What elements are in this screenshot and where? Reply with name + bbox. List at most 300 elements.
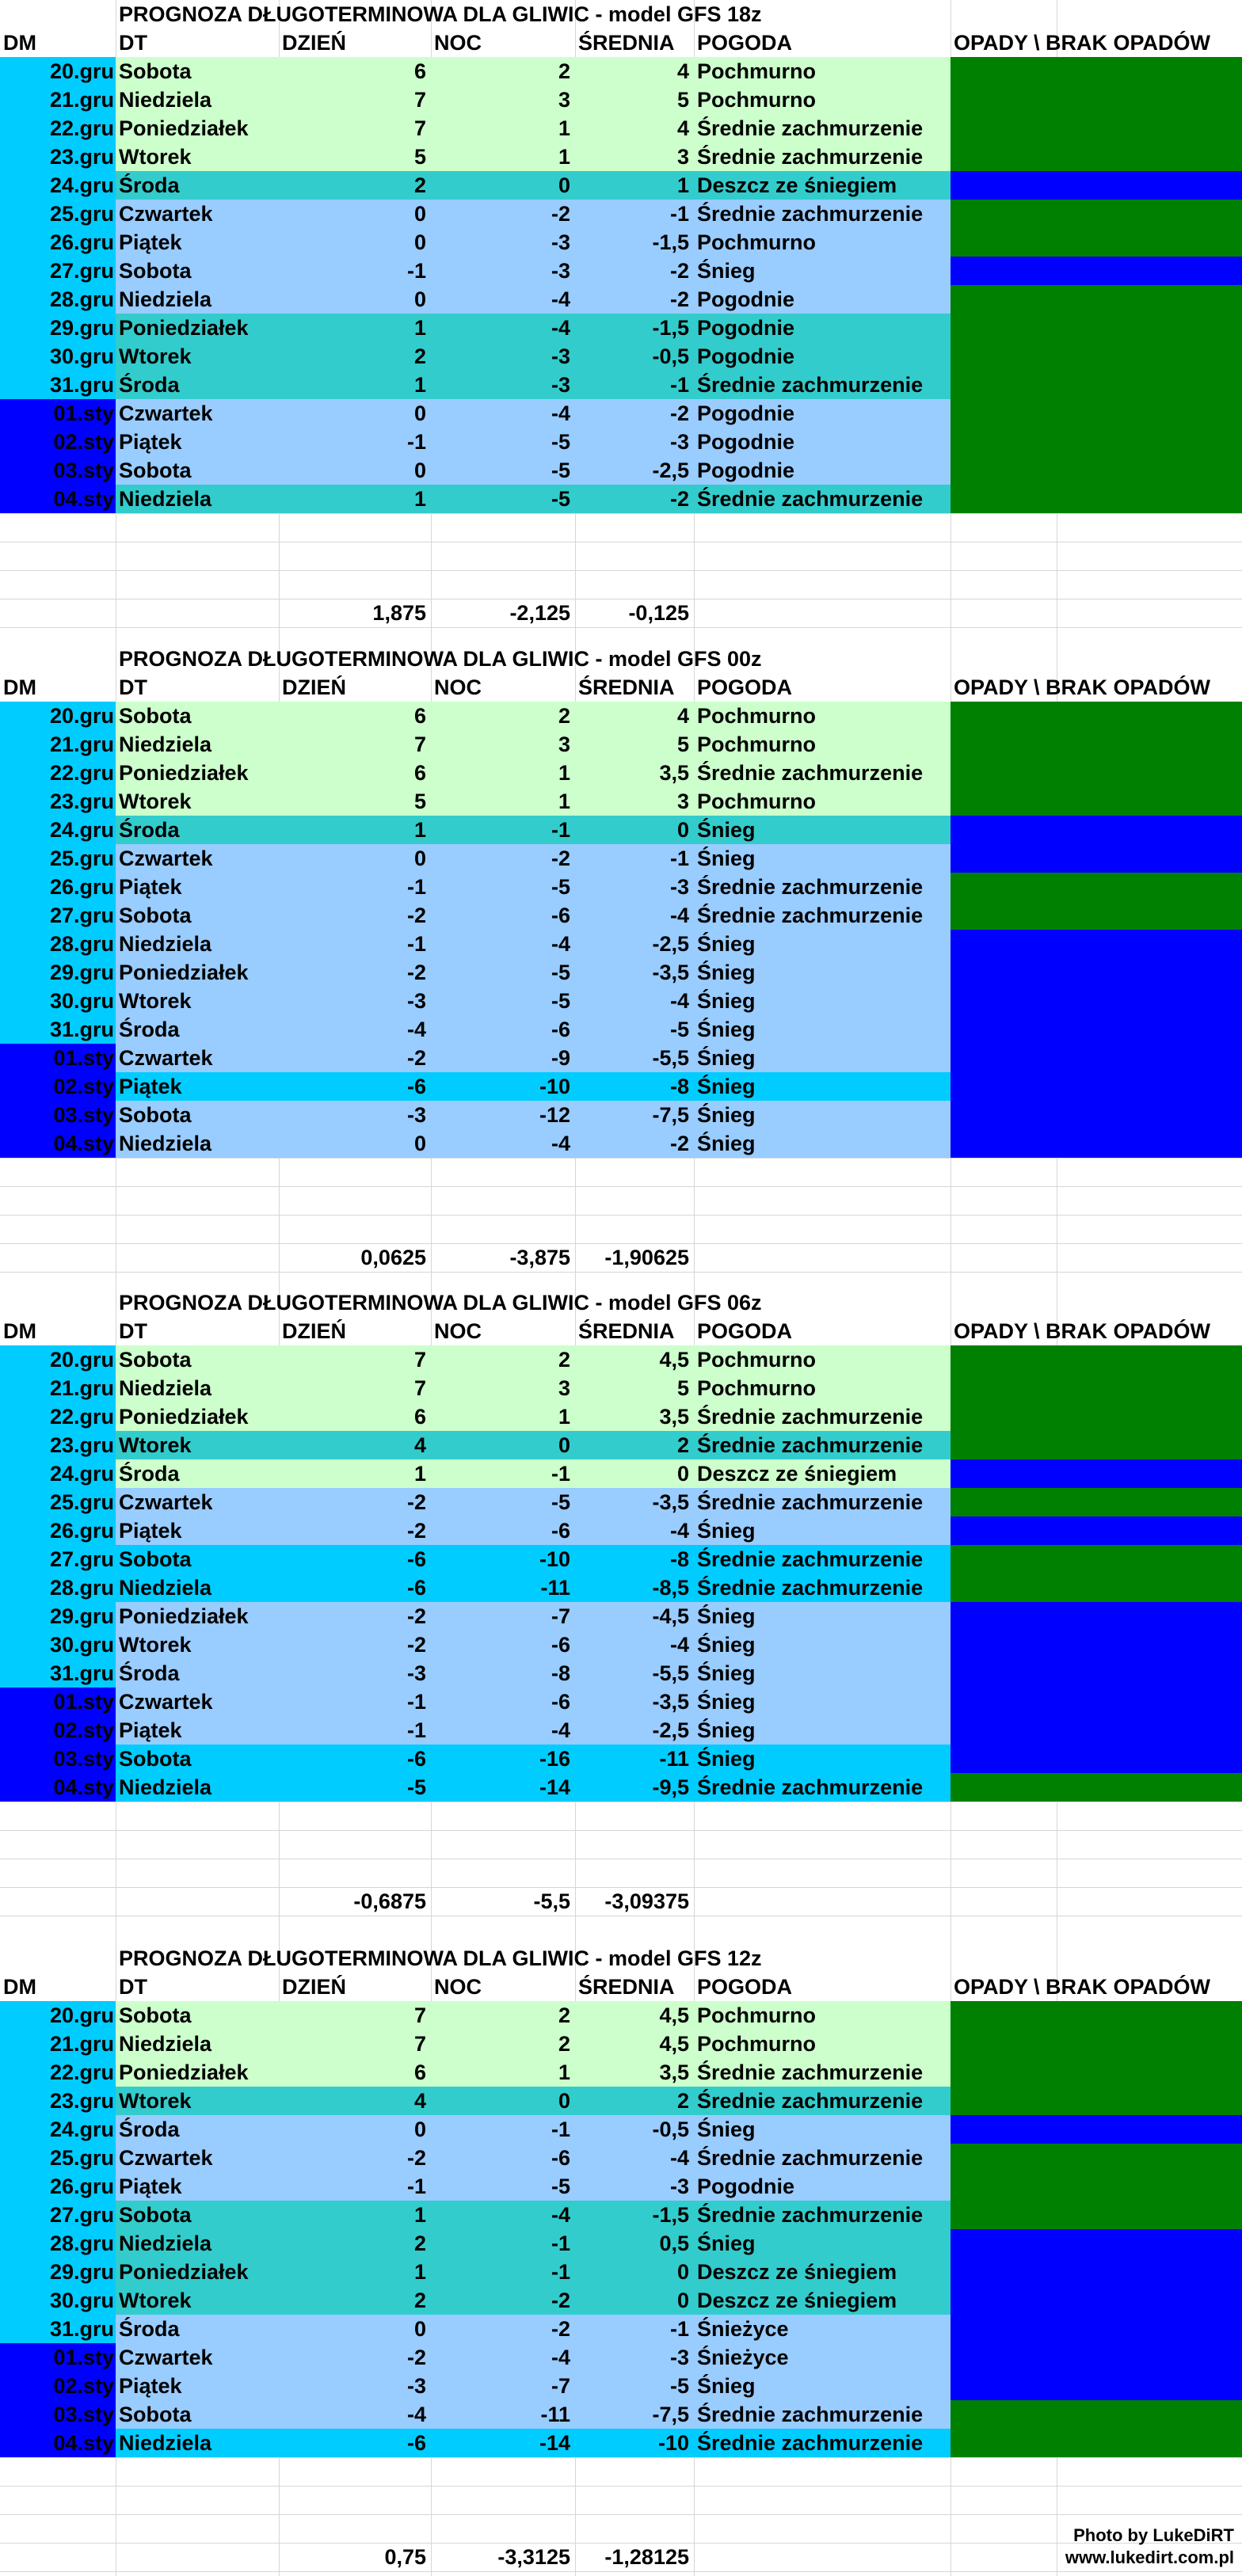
day-temp-cell[interactable]: 7 (279, 2030, 431, 2058)
night-temp-cell[interactable]: 0 (431, 171, 575, 200)
weather-cell[interactable]: Pogodnie (694, 456, 951, 485)
day-temp-cell[interactable]: -1 (279, 1716, 431, 1745)
weekday-cell[interactable]: Niedziela (116, 930, 279, 958)
day-temp-cell[interactable]: 2 (279, 2286, 431, 2315)
date-cell[interactable]: 20.gru (0, 702, 116, 730)
avg-temp-cell[interactable]: 3,5 (575, 2058, 694, 2087)
precip-indicator[interactable] (951, 2229, 1242, 2258)
date-cell[interactable]: 31.gru (0, 2315, 116, 2343)
precip-indicator[interactable] (951, 114, 1242, 143)
precip-indicator[interactable] (951, 1545, 1242, 1573)
precip-indicator[interactable] (951, 2144, 1242, 2172)
precip-indicator[interactable] (951, 816, 1242, 844)
avg-temp-cell[interactable]: -1 (575, 200, 694, 228)
weekday-cell[interactable]: Wtorek (116, 2286, 279, 2315)
weekday-cell[interactable]: Czwartek (116, 399, 279, 428)
date-cell[interactable]: 04.sty (0, 2429, 116, 2457)
day-total[interactable]: -0,6875 (353, 1889, 426, 1913)
day-temp-cell[interactable]: 0 (279, 1129, 431, 1158)
day-temp-cell[interactable]: -2 (279, 2144, 431, 2172)
avg-temp-cell[interactable]: -3 (575, 428, 694, 456)
precip-indicator[interactable] (951, 1374, 1242, 1402)
precip-indicator[interactable] (951, 456, 1242, 485)
precip-indicator[interactable] (951, 285, 1242, 314)
night-total[interactable]: -3,875 (509, 1246, 570, 1269)
date-cell[interactable]: 01.sty (0, 1688, 116, 1716)
avg-temp-cell[interactable]: -1 (575, 2315, 694, 2343)
weekday-cell[interactable]: Czwartek (116, 844, 279, 873)
day-temp-cell[interactable]: -3 (279, 1659, 431, 1688)
avg-temp-cell[interactable]: 3,5 (575, 1402, 694, 1431)
weather-cell[interactable]: Średnie zachmurzenie (694, 759, 951, 787)
night-temp-cell[interactable]: -10 (431, 1072, 575, 1101)
precip-indicator[interactable] (951, 200, 1242, 228)
weather-cell[interactable]: Śnieg (694, 1716, 951, 1745)
avg-temp-cell[interactable]: 3 (575, 143, 694, 171)
weather-cell[interactable]: Śnieg (694, 1072, 951, 1101)
night-temp-cell[interactable]: 0 (431, 1431, 575, 1459)
weekday-cell[interactable]: Niedziela (116, 1773, 279, 1802)
date-cell[interactable]: 21.gru (0, 86, 116, 114)
weather-cell[interactable]: Śnieg (694, 930, 951, 958)
precip-indicator[interactable] (951, 171, 1242, 200)
precip-indicator[interactable] (951, 1716, 1242, 1745)
precip-indicator[interactable] (951, 2429, 1242, 2457)
day-temp-cell[interactable]: 1 (279, 1459, 431, 1488)
precip-indicator[interactable] (951, 901, 1242, 930)
weather-cell[interactable]: Średnie zachmurzenie (694, 371, 951, 399)
weekday-cell[interactable]: Piątek (116, 2372, 279, 2400)
weekday-cell[interactable]: Niedziela (116, 1374, 279, 1402)
precip-indicator[interactable] (951, 57, 1242, 86)
precip-indicator[interactable] (951, 930, 1242, 958)
avg-temp-cell[interactable]: 5 (575, 1374, 694, 1402)
date-cell[interactable]: 25.gru (0, 1488, 116, 1516)
weather-cell[interactable]: Średnie zachmurzenie (694, 2087, 951, 2115)
precip-indicator[interactable] (951, 143, 1242, 171)
precip-indicator[interactable] (951, 1345, 1242, 1374)
avg-temp-cell[interactable]: -2,5 (575, 1716, 694, 1745)
avg-temp-cell[interactable]: -1 (575, 844, 694, 873)
day-temp-cell[interactable]: 1 (279, 485, 431, 513)
weekday-cell[interactable]: Wtorek (116, 1630, 279, 1659)
precip-indicator[interactable] (951, 1688, 1242, 1716)
weekday-cell[interactable]: Wtorek (116, 143, 279, 171)
avg-temp-cell[interactable]: -0,5 (575, 342, 694, 371)
avg-temp-cell[interactable]: -5 (575, 2372, 694, 2400)
weekday-cell[interactable]: Wtorek (116, 342, 279, 371)
precip-indicator[interactable] (951, 702, 1242, 730)
night-temp-cell[interactable]: -1 (431, 1459, 575, 1488)
avg-temp-cell[interactable]: -1 (575, 371, 694, 399)
date-cell[interactable]: 27.gru (0, 1545, 116, 1573)
weekday-cell[interactable]: Sobota (116, 57, 279, 86)
day-temp-cell[interactable]: -3 (279, 1101, 431, 1129)
date-cell[interactable]: 22.gru (0, 1402, 116, 1431)
day-temp-cell[interactable]: 6 (279, 57, 431, 86)
precip-indicator[interactable] (951, 1015, 1242, 1044)
avg-temp-cell[interactable]: -11 (575, 1745, 694, 1773)
date-cell[interactable]: 26.gru (0, 228, 116, 257)
weekday-cell[interactable]: Niedziela (116, 2229, 279, 2258)
weather-cell[interactable]: Deszcz ze śniegiem (694, 2286, 951, 2315)
weather-cell[interactable]: Śnieg (694, 987, 951, 1015)
date-cell[interactable]: 20.gru (0, 1345, 116, 1374)
precip-indicator[interactable] (951, 2343, 1242, 2372)
weather-cell[interactable]: Pochmurno (694, 2030, 951, 2058)
night-temp-cell[interactable]: -11 (431, 2400, 575, 2429)
date-cell[interactable]: 31.gru (0, 1015, 116, 1044)
day-temp-cell[interactable]: 7 (279, 1345, 431, 1374)
night-temp-cell[interactable]: -2 (431, 844, 575, 873)
day-temp-cell[interactable]: 0 (279, 285, 431, 314)
precip-indicator[interactable] (951, 428, 1242, 456)
date-cell[interactable]: 03.sty (0, 1101, 116, 1129)
avg-temp-cell[interactable]: -4 (575, 1630, 694, 1659)
weekday-cell[interactable]: Wtorek (116, 2087, 279, 2115)
weekday-cell[interactable]: Środa (116, 2115, 279, 2144)
weather-cell[interactable]: Średnie zachmurzenie (694, 1431, 951, 1459)
avg-temp-cell[interactable]: -4 (575, 901, 694, 930)
date-cell[interactable]: 28.gru (0, 1573, 116, 1602)
avg-temp-cell[interactable]: -8,5 (575, 1573, 694, 1602)
avg-temp-cell[interactable]: 3 (575, 787, 694, 816)
day-temp-cell[interactable]: -6 (279, 1745, 431, 1773)
weather-cell[interactable]: Średnie zachmurzenie (694, 2400, 951, 2429)
weekday-cell[interactable]: Niedziela (116, 730, 279, 759)
precip-indicator[interactable] (951, 228, 1242, 257)
weather-cell[interactable]: Średnie zachmurzenie (694, 1773, 951, 1802)
weekday-cell[interactable]: Sobota (116, 1345, 279, 1374)
day-temp-cell[interactable]: 5 (279, 787, 431, 816)
date-cell[interactable]: 22.gru (0, 759, 116, 787)
day-temp-cell[interactable]: -3 (279, 2372, 431, 2400)
night-temp-cell[interactable]: -11 (431, 1573, 575, 1602)
date-cell[interactable]: 24.gru (0, 2115, 116, 2144)
night-total[interactable]: -5,5 (533, 1889, 570, 1913)
night-temp-cell[interactable]: -5 (431, 2172, 575, 2201)
weekday-cell[interactable]: Poniedziałek (116, 759, 279, 787)
weather-cell[interactable]: Śnieg (694, 1101, 951, 1129)
day-temp-cell[interactable]: 0 (279, 399, 431, 428)
precip-indicator[interactable] (951, 787, 1242, 816)
weekday-cell[interactable]: Sobota (116, 2400, 279, 2429)
weekday-cell[interactable]: Poniedziałek (116, 2258, 279, 2286)
day-temp-cell[interactable]: -1 (279, 873, 431, 901)
date-cell[interactable]: 23.gru (0, 143, 116, 171)
night-temp-cell[interactable]: -14 (431, 1773, 575, 1802)
weather-cell[interactable]: Śnieg (694, 1516, 951, 1545)
night-temp-cell[interactable]: -2 (431, 2315, 575, 2343)
weather-cell[interactable]: Pochmurno (694, 1374, 951, 1402)
night-temp-cell[interactable]: -1 (431, 2115, 575, 2144)
precip-indicator[interactable] (951, 257, 1242, 285)
day-temp-cell[interactable]: 4 (279, 1431, 431, 1459)
night-temp-cell[interactable]: -2 (431, 200, 575, 228)
avg-total[interactable]: -1,90625 (604, 1246, 689, 1269)
weather-cell[interactable]: Średnie zachmurzenie (694, 1545, 951, 1573)
avg-temp-cell[interactable]: -5,5 (575, 1044, 694, 1072)
day-temp-cell[interactable]: 6 (279, 759, 431, 787)
avg-temp-cell[interactable]: 0 (575, 1459, 694, 1488)
night-temp-cell[interactable]: -9 (431, 1044, 575, 1072)
night-temp-cell[interactable]: -3 (431, 342, 575, 371)
precip-indicator[interactable] (951, 730, 1242, 759)
night-temp-cell[interactable]: -3 (431, 371, 575, 399)
weekday-cell[interactable]: Piątek (116, 228, 279, 257)
weekday-cell[interactable]: Sobota (116, 1101, 279, 1129)
precip-indicator[interactable] (951, 2087, 1242, 2115)
avg-temp-cell[interactable]: -3 (575, 873, 694, 901)
avg-temp-cell[interactable]: -3 (575, 2343, 694, 2372)
avg-temp-cell[interactable]: 3,5 (575, 759, 694, 787)
night-temp-cell[interactable]: 2 (431, 2030, 575, 2058)
avg-temp-cell[interactable]: -3,5 (575, 1688, 694, 1716)
weekday-cell[interactable]: Środa (116, 371, 279, 399)
weekday-cell[interactable]: Wtorek (116, 987, 279, 1015)
weather-cell[interactable]: Śnieg (694, 2115, 951, 2144)
avg-temp-cell[interactable]: -7,5 (575, 1101, 694, 1129)
weekday-cell[interactable]: Poniedziałek (116, 314, 279, 342)
avg-temp-cell[interactable]: -5 (575, 1015, 694, 1044)
night-temp-cell[interactable]: -3 (431, 228, 575, 257)
date-cell[interactable]: 22.gru (0, 2058, 116, 2087)
weekday-cell[interactable]: Sobota (116, 2201, 279, 2229)
day-temp-cell[interactable]: -4 (279, 2400, 431, 2429)
day-temp-cell[interactable]: 0 (279, 228, 431, 257)
weather-cell[interactable]: Pochmurno (694, 2001, 951, 2030)
weather-cell[interactable]: Średnie zachmurzenie (694, 1402, 951, 1431)
day-temp-cell[interactable]: 7 (279, 114, 431, 143)
date-cell[interactable]: 21.gru (0, 2030, 116, 2058)
day-temp-cell[interactable]: 0 (279, 200, 431, 228)
date-cell[interactable]: 23.gru (0, 787, 116, 816)
avg-temp-cell[interactable]: -8 (575, 1545, 694, 1573)
day-temp-cell[interactable]: 7 (279, 2001, 431, 2030)
day-temp-cell[interactable]: 1 (279, 2201, 431, 2229)
day-temp-cell[interactable]: 4 (279, 2087, 431, 2115)
weekday-cell[interactable]: Środa (116, 1015, 279, 1044)
weather-cell[interactable]: Średnie zachmurzenie (694, 2144, 951, 2172)
date-cell[interactable]: 25.gru (0, 844, 116, 873)
weather-cell[interactable]: Średnie zachmurzenie (694, 143, 951, 171)
date-cell[interactable]: 27.gru (0, 257, 116, 285)
avg-temp-cell[interactable]: -3 (575, 2172, 694, 2201)
precip-indicator[interactable] (951, 844, 1242, 873)
avg-temp-cell[interactable]: -4 (575, 987, 694, 1015)
date-cell[interactable]: 30.gru (0, 987, 116, 1015)
date-cell[interactable]: 30.gru (0, 2286, 116, 2315)
precip-indicator[interactable] (951, 1072, 1242, 1101)
weekday-cell[interactable]: Środa (116, 1659, 279, 1688)
date-cell[interactable]: 04.sty (0, 1773, 116, 1802)
date-cell[interactable]: 01.sty (0, 1044, 116, 1072)
precip-indicator[interactable] (951, 1402, 1242, 1431)
date-cell[interactable]: 31.gru (0, 1659, 116, 1688)
night-temp-cell[interactable]: 1 (431, 1402, 575, 1431)
day-total[interactable]: 0,0625 (360, 1246, 426, 1269)
night-temp-cell[interactable]: -4 (431, 399, 575, 428)
weekday-cell[interactable]: Piątek (116, 2172, 279, 2201)
avg-temp-cell[interactable]: -9,5 (575, 1773, 694, 1802)
avg-temp-cell[interactable]: 5 (575, 86, 694, 114)
night-temp-cell[interactable]: -14 (431, 2429, 575, 2457)
night-temp-cell[interactable]: 1 (431, 759, 575, 787)
date-cell[interactable]: 24.gru (0, 171, 116, 200)
weekday-cell[interactable]: Niedziela (116, 285, 279, 314)
night-temp-cell[interactable]: -6 (431, 1688, 575, 1716)
weather-cell[interactable]: Deszcz ze śniegiem (694, 171, 951, 200)
avg-temp-cell[interactable]: 0,5 (575, 2229, 694, 2258)
weather-cell[interactable]: Średnie zachmurzenie (694, 200, 951, 228)
avg-temp-cell[interactable]: 4,5 (575, 1345, 694, 1374)
weather-cell[interactable]: Śnieg (694, 257, 951, 285)
avg-temp-cell[interactable]: 1 (575, 171, 694, 200)
day-temp-cell[interactable]: 6 (279, 1402, 431, 1431)
weather-cell[interactable]: Średnie zachmurzenie (694, 2201, 951, 2229)
date-cell[interactable]: 30.gru (0, 342, 116, 371)
day-temp-cell[interactable]: -5 (279, 1773, 431, 1802)
precip-indicator[interactable] (951, 1773, 1242, 1802)
day-temp-cell[interactable]: 2 (279, 171, 431, 200)
precip-indicator[interactable] (951, 1573, 1242, 1602)
precip-indicator[interactable] (951, 1129, 1242, 1158)
day-temp-cell[interactable]: -6 (279, 1573, 431, 1602)
precip-indicator[interactable] (951, 987, 1242, 1015)
precip-indicator[interactable] (951, 759, 1242, 787)
weekday-cell[interactable]: Czwartek (116, 2144, 279, 2172)
precip-indicator[interactable] (951, 342, 1242, 371)
date-cell[interactable]: 01.sty (0, 2343, 116, 2372)
day-temp-cell[interactable]: -2 (279, 1488, 431, 1516)
weekday-cell[interactable]: Czwartek (116, 1488, 279, 1516)
weather-cell[interactable]: Pochmurno (694, 787, 951, 816)
avg-temp-cell[interactable]: -2,5 (575, 930, 694, 958)
night-temp-cell[interactable]: -10 (431, 1545, 575, 1573)
date-cell[interactable]: 27.gru (0, 2201, 116, 2229)
weather-cell[interactable]: Pogodnie (694, 428, 951, 456)
night-temp-cell[interactable]: -6 (431, 901, 575, 930)
weather-cell[interactable]: Pochmurno (694, 1345, 951, 1374)
avg-temp-cell[interactable]: -2 (575, 399, 694, 428)
weekday-cell[interactable]: Czwartek (116, 2343, 279, 2372)
weather-cell[interactable]: Śnieg (694, 1015, 951, 1044)
day-temp-cell[interactable]: -2 (279, 2343, 431, 2372)
night-temp-cell[interactable]: 0 (431, 2087, 575, 2115)
night-temp-cell[interactable]: 2 (431, 1345, 575, 1374)
night-temp-cell[interactable]: -16 (431, 1745, 575, 1773)
night-total[interactable]: -3,3125 (497, 2545, 570, 2569)
weekday-cell[interactable]: Niedziela (116, 1129, 279, 1158)
avg-total[interactable]: -1,28125 (604, 2545, 689, 2569)
night-temp-cell[interactable]: -1 (431, 816, 575, 844)
night-temp-cell[interactable]: -6 (431, 1516, 575, 1545)
night-temp-cell[interactable]: 3 (431, 1374, 575, 1402)
weather-cell[interactable]: Pogodnie (694, 2172, 951, 2201)
avg-temp-cell[interactable]: -2 (575, 257, 694, 285)
weather-cell[interactable]: Śnieg (694, 1630, 951, 1659)
precip-indicator[interactable] (951, 1044, 1242, 1072)
weather-cell[interactable]: Śnieżyce (694, 2343, 951, 2372)
night-temp-cell[interactable]: -12 (431, 1101, 575, 1129)
avg-temp-cell[interactable]: -7,5 (575, 2400, 694, 2429)
night-temp-cell[interactable]: 1 (431, 114, 575, 143)
date-cell[interactable]: 23.gru (0, 1431, 116, 1459)
weather-cell[interactable]: Śnieg (694, 2229, 951, 2258)
avg-total[interactable]: -0,125 (628, 601, 689, 625)
night-temp-cell[interactable]: -1 (431, 2258, 575, 2286)
precip-indicator[interactable] (951, 485, 1242, 513)
weekday-cell[interactable]: Sobota (116, 1545, 279, 1573)
weather-cell[interactable]: Średnie zachmurzenie (694, 901, 951, 930)
weekday-cell[interactable]: Piątek (116, 1072, 279, 1101)
date-cell[interactable]: 29.gru (0, 958, 116, 987)
day-temp-cell[interactable]: -2 (279, 1516, 431, 1545)
weather-cell[interactable]: Średnie zachmurzenie (694, 485, 951, 513)
night-temp-cell[interactable]: -5 (431, 485, 575, 513)
night-temp-cell[interactable]: -7 (431, 2372, 575, 2400)
weather-cell[interactable]: Śnieg (694, 1602, 951, 1630)
avg-temp-cell[interactable]: 4,5 (575, 2030, 694, 2058)
weather-cell[interactable]: Pogodnie (694, 342, 951, 371)
date-cell[interactable]: 28.gru (0, 285, 116, 314)
date-cell[interactable]: 04.sty (0, 1129, 116, 1158)
night-temp-cell[interactable]: -4 (431, 1716, 575, 1745)
precip-indicator[interactable] (951, 2400, 1242, 2429)
day-temp-cell[interactable]: -1 (279, 930, 431, 958)
precip-indicator[interactable] (951, 1630, 1242, 1659)
date-cell[interactable]: 28.gru (0, 2229, 116, 2258)
day-temp-cell[interactable]: 0 (279, 2315, 431, 2343)
avg-temp-cell[interactable]: 2 (575, 1431, 694, 1459)
avg-temp-cell[interactable]: -4,5 (575, 1602, 694, 1630)
avg-temp-cell[interactable]: 4,5 (575, 2001, 694, 2030)
avg-temp-cell[interactable]: 0 (575, 2286, 694, 2315)
date-cell[interactable]: 26.gru (0, 2172, 116, 2201)
weekday-cell[interactable]: Poniedziałek (116, 1402, 279, 1431)
avg-temp-cell[interactable]: 0 (575, 816, 694, 844)
weather-cell[interactable]: Pogodnie (694, 314, 951, 342)
day-temp-cell[interactable]: -1 (279, 2172, 431, 2201)
night-temp-cell[interactable]: -5 (431, 987, 575, 1015)
precip-indicator[interactable] (951, 958, 1242, 987)
weekday-cell[interactable]: Piątek (116, 873, 279, 901)
day-temp-cell[interactable]: -2 (279, 1630, 431, 1659)
precip-indicator[interactable] (951, 1602, 1242, 1630)
night-temp-cell[interactable]: 1 (431, 787, 575, 816)
day-temp-cell[interactable]: -2 (279, 1044, 431, 1072)
night-temp-cell[interactable]: -3 (431, 257, 575, 285)
weekday-cell[interactable]: Czwartek (116, 200, 279, 228)
weekday-cell[interactable]: Piątek (116, 1516, 279, 1545)
weekday-cell[interactable]: Niedziela (116, 2030, 279, 2058)
night-temp-cell[interactable]: -6 (431, 1630, 575, 1659)
weekday-cell[interactable]: Środa (116, 1459, 279, 1488)
avg-temp-cell[interactable]: -3,5 (575, 958, 694, 987)
weekday-cell[interactable]: Poniedziałek (116, 114, 279, 143)
precip-indicator[interactable] (951, 2372, 1242, 2400)
weather-cell[interactable]: Śnieg (694, 816, 951, 844)
weekday-cell[interactable]: Czwartek (116, 1044, 279, 1072)
weekday-cell[interactable]: Poniedziałek (116, 1602, 279, 1630)
weather-cell[interactable]: Śnieg (694, 1745, 951, 1773)
weekday-cell[interactable]: Niedziela (116, 485, 279, 513)
precip-indicator[interactable] (951, 314, 1242, 342)
day-temp-cell[interactable]: 2 (279, 2229, 431, 2258)
precip-indicator[interactable] (951, 1431, 1242, 1459)
date-cell[interactable]: 23.gru (0, 2087, 116, 2115)
day-temp-cell[interactable]: -6 (279, 2429, 431, 2457)
